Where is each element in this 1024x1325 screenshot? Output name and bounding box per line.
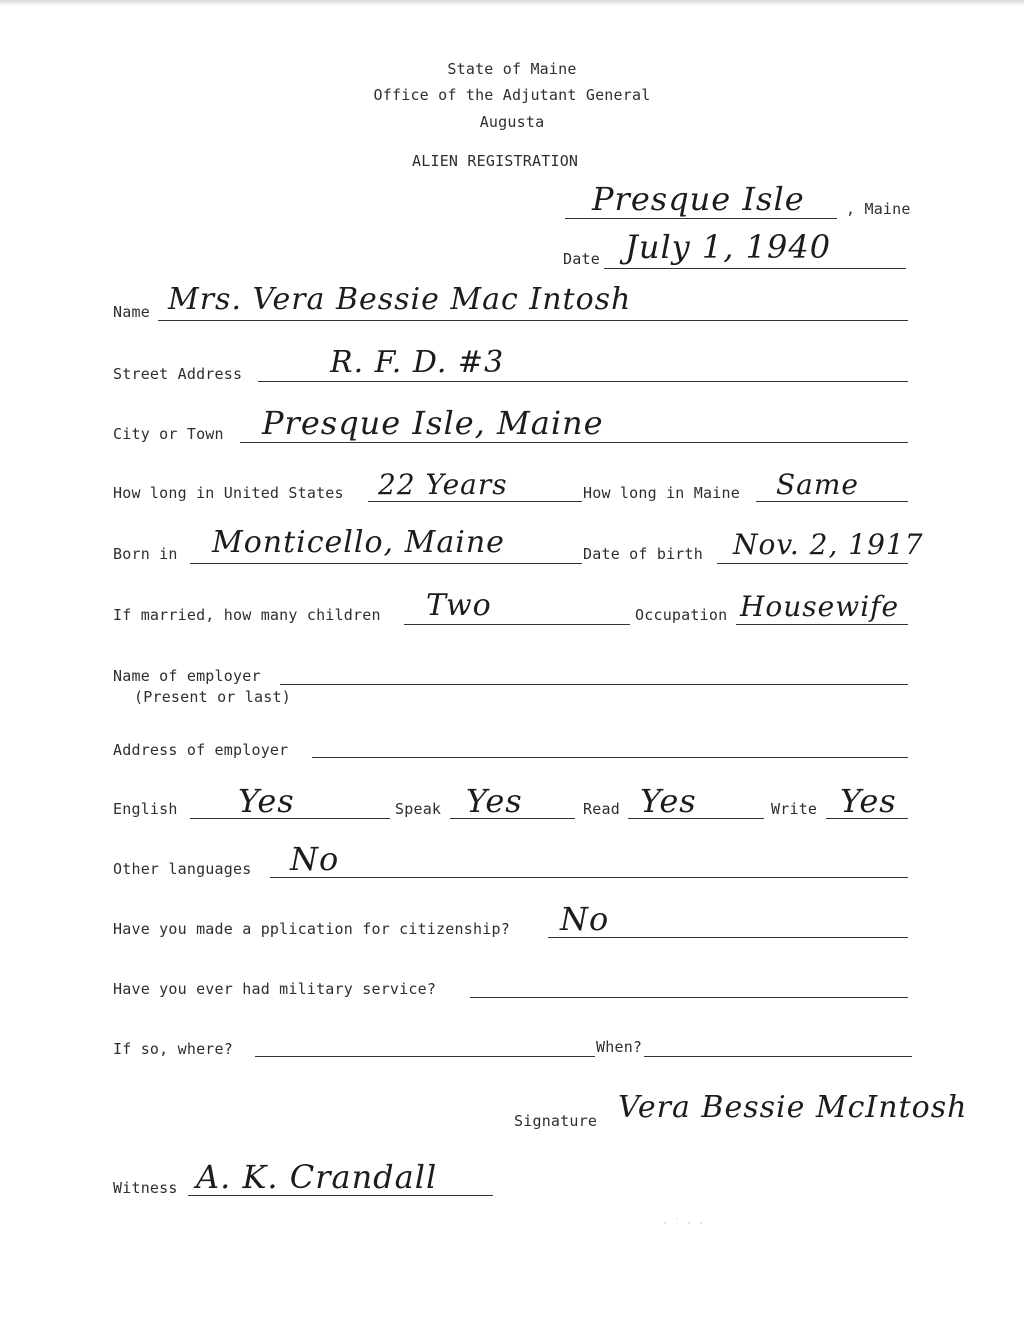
employer-name-line [280, 684, 908, 685]
place-value: Presque Isle [592, 180, 805, 218]
date-of-birth-value: Nov. 2, 1917 [733, 528, 924, 561]
street-address-value: R. F. D. #3 [330, 345, 505, 380]
if-so-where-label: If so, where? [113, 1040, 233, 1058]
read-label: Read [583, 800, 620, 818]
citizenship-value: No [560, 900, 610, 938]
header-city: Augusta [479, 113, 545, 131]
city-town-label: City or Town [113, 425, 224, 443]
street-address-label: Street Address [113, 365, 243, 383]
how-long-maine-line [756, 501, 908, 502]
english-value: Yes [238, 782, 295, 820]
date-of-birth-label: Date of birth [583, 545, 703, 563]
citizenship-label: Have you made a pplication for citizenship? [113, 920, 510, 938]
employer-address-label: Address of employer [113, 741, 289, 759]
street-address-line [258, 381, 908, 382]
date-value: July 1, 1940 [625, 228, 832, 266]
date-label: Date [563, 250, 600, 268]
children-label: If married, how many children [113, 606, 381, 624]
date-of-birth-line [717, 563, 908, 564]
employer-name-sublabel: (Present or last) [134, 688, 291, 706]
header-state: State of Maine [447, 60, 577, 78]
city-town-value: Presque Isle, Maine [262, 404, 604, 442]
write-label: Write [771, 800, 818, 818]
employer-address-line [312, 757, 908, 758]
scan-edge [0, 0, 1024, 6]
how-long-us-line [368, 501, 582, 502]
scan-smudge: · ˙ · · [662, 1218, 705, 1229]
english-label: English [113, 800, 178, 818]
born-in-value: Monticello, Maine [212, 525, 505, 560]
place-suffix: , Maine [846, 200, 911, 218]
name-value: Mrs. Vera Bessie Mac Intosh [168, 282, 632, 317]
name-line [158, 320, 908, 321]
name-label: Name [113, 303, 150, 321]
how-long-us-value: 22 Years [378, 468, 508, 501]
when-line [644, 1056, 912, 1057]
write-value: Yes [840, 782, 897, 820]
children-line [404, 624, 630, 625]
witness-value: A. K. Crandall [196, 1158, 438, 1196]
how-long-maine-label: How long in Maine [583, 484, 740, 502]
how-long-us-label: How long in United States [113, 484, 344, 502]
occupation-value: Housewife [740, 590, 900, 623]
signature-label: Signature [514, 1112, 598, 1130]
header-office: Office of the Adjutant General [373, 86, 651, 104]
children-value: Two [426, 588, 492, 623]
military-line [470, 997, 908, 998]
other-languages-line [270, 877, 908, 878]
born-in-label: Born in [113, 545, 178, 563]
employer-name-label: Name of employer [113, 667, 261, 685]
if-so-where-line [255, 1056, 595, 1057]
witness-label: Witness [113, 1179, 178, 1197]
speak-label: Speak [395, 800, 442, 818]
form-title: ALIEN REGISTRATION [412, 152, 579, 170]
how-long-maine-value: Same [776, 468, 859, 501]
when-label: When? [596, 1038, 643, 1056]
place-line [565, 218, 837, 219]
other-languages-label: Other languages [113, 860, 252, 878]
city-town-line [240, 442, 908, 443]
speak-value: Yes [466, 782, 523, 820]
read-value: Yes [640, 782, 697, 820]
date-line [604, 268, 906, 269]
born-in-line [190, 563, 582, 564]
signature-value: Vera Bessie McIntosh [618, 1090, 968, 1125]
military-label: Have you ever had military service? [113, 980, 437, 998]
occupation-line [736, 624, 908, 625]
other-languages-value: No [290, 840, 340, 878]
occupation-label: Occupation [635, 606, 728, 624]
